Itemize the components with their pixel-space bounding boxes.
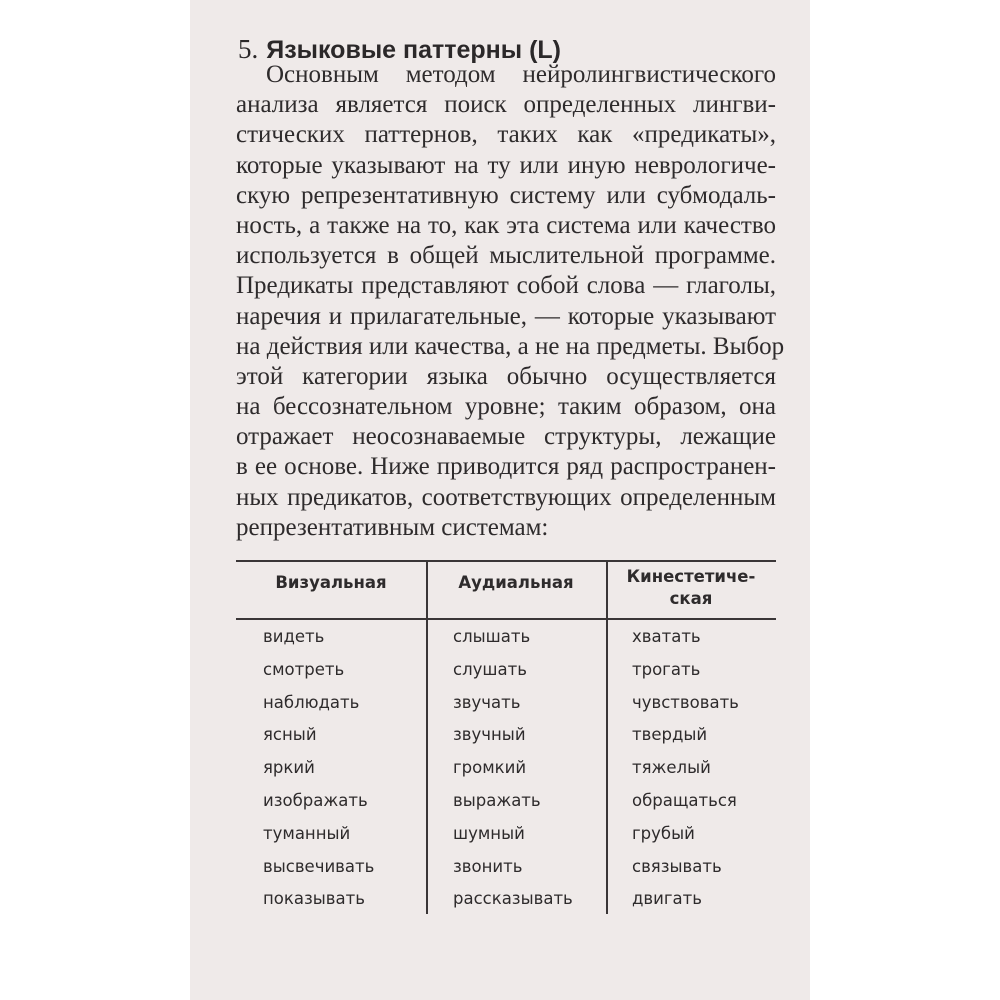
table-cell: громкий bbox=[453, 758, 527, 778]
paragraph-line: репрезентативным системам: bbox=[236, 513, 549, 541]
table-cell: наблюдать bbox=[263, 692, 360, 712]
visual-column bbox=[263, 626, 374, 921]
paragraph-line: наречия и прилагательные, — которые указывают bbox=[236, 302, 776, 330]
table-cell: рассказывать bbox=[453, 889, 573, 909]
header-auditory: Аудиальная bbox=[458, 573, 574, 592]
table-cell: ясный bbox=[263, 725, 317, 745]
table-cell: трогать bbox=[632, 659, 701, 679]
paragraph-line: Предикаты представляют собой слова — глаголы, bbox=[236, 272, 776, 300]
table-cell: показывать bbox=[263, 889, 365, 909]
table-cell: двигать bbox=[632, 889, 702, 909]
table-cell: грубый bbox=[632, 823, 695, 843]
paragraph-line: используется в общей мыслительной программе. bbox=[236, 242, 776, 270]
section-title: Языковые паттерны (L) bbox=[266, 36, 562, 64]
table-cell: смотреть bbox=[263, 659, 345, 679]
table-cell: видеть bbox=[263, 627, 325, 646]
table-cell: хватать bbox=[632, 627, 701, 646]
header-visual: Визуальная bbox=[275, 573, 387, 592]
table-cell: слышать bbox=[453, 627, 531, 646]
paragraph-line: на действия или качества, а не на предметы. Выбор bbox=[236, 332, 785, 360]
table-cell: тяжелый bbox=[632, 758, 711, 778]
paragraph-line: этой категории языка обычно осуществляется bbox=[236, 362, 776, 390]
table-cell: звонить bbox=[453, 856, 523, 876]
section-number: 5. bbox=[238, 34, 259, 64]
paragraph-line: на бессознательном уровне; таким образом, она bbox=[236, 393, 776, 421]
header-kinesthetic-line1: Кинестетиче- bbox=[626, 567, 756, 586]
paragraph-line: в ее основе. Ниже приводится ряд распространен- bbox=[236, 453, 776, 481]
kinesthetic-column bbox=[632, 626, 739, 921]
table-cell: туманный bbox=[263, 823, 351, 843]
table-cell: яркий bbox=[263, 758, 315, 778]
paragraph-line: ность, а также на то, как эта система или качество bbox=[236, 211, 776, 239]
table-header-rule bbox=[236, 618, 776, 620]
table-cell: связывать bbox=[632, 856, 722, 876]
paragraph-line: которые указывают на ту или иную неврологиче- bbox=[236, 151, 776, 179]
paragraph-line: анализа является поиск определенных лингви- bbox=[236, 91, 776, 119]
paragraph-line: ных предикатов, соответствующих определенным bbox=[236, 483, 776, 511]
paragraph-line: стических паттернов, таких как «предикаты», bbox=[236, 121, 776, 149]
table-cell: обращаться bbox=[632, 790, 737, 810]
paragraph-line: отражает неосознаваемые структуры, лежащие bbox=[236, 423, 776, 451]
column-divider bbox=[426, 618, 428, 914]
table-top-rule bbox=[236, 560, 776, 562]
table-cell: звучать bbox=[453, 692, 521, 712]
header-kinesthetic-line2: ская bbox=[669, 589, 713, 608]
auditory-column bbox=[453, 626, 573, 921]
column-divider bbox=[606, 618, 608, 914]
table-cell: слушать bbox=[453, 659, 527, 679]
header-kinesthetic bbox=[606, 566, 776, 610]
paragraph-line: скую репрезентативную систему или субмодаль- bbox=[236, 181, 776, 209]
predicates-table bbox=[236, 560, 776, 920]
table-cell: звучный bbox=[453, 725, 526, 745]
body-paragraph bbox=[236, 60, 785, 543]
table-cell: изображать bbox=[263, 790, 368, 810]
table-cell: чувствовать bbox=[632, 692, 739, 712]
table-cell: высвечивать bbox=[263, 856, 375, 876]
table-cell: выражать bbox=[453, 790, 541, 810]
table-cell: твердый bbox=[632, 725, 708, 745]
table-cell: шумный bbox=[453, 823, 525, 843]
paragraph-line: Основным методом нейролингвистического bbox=[266, 61, 776, 88]
